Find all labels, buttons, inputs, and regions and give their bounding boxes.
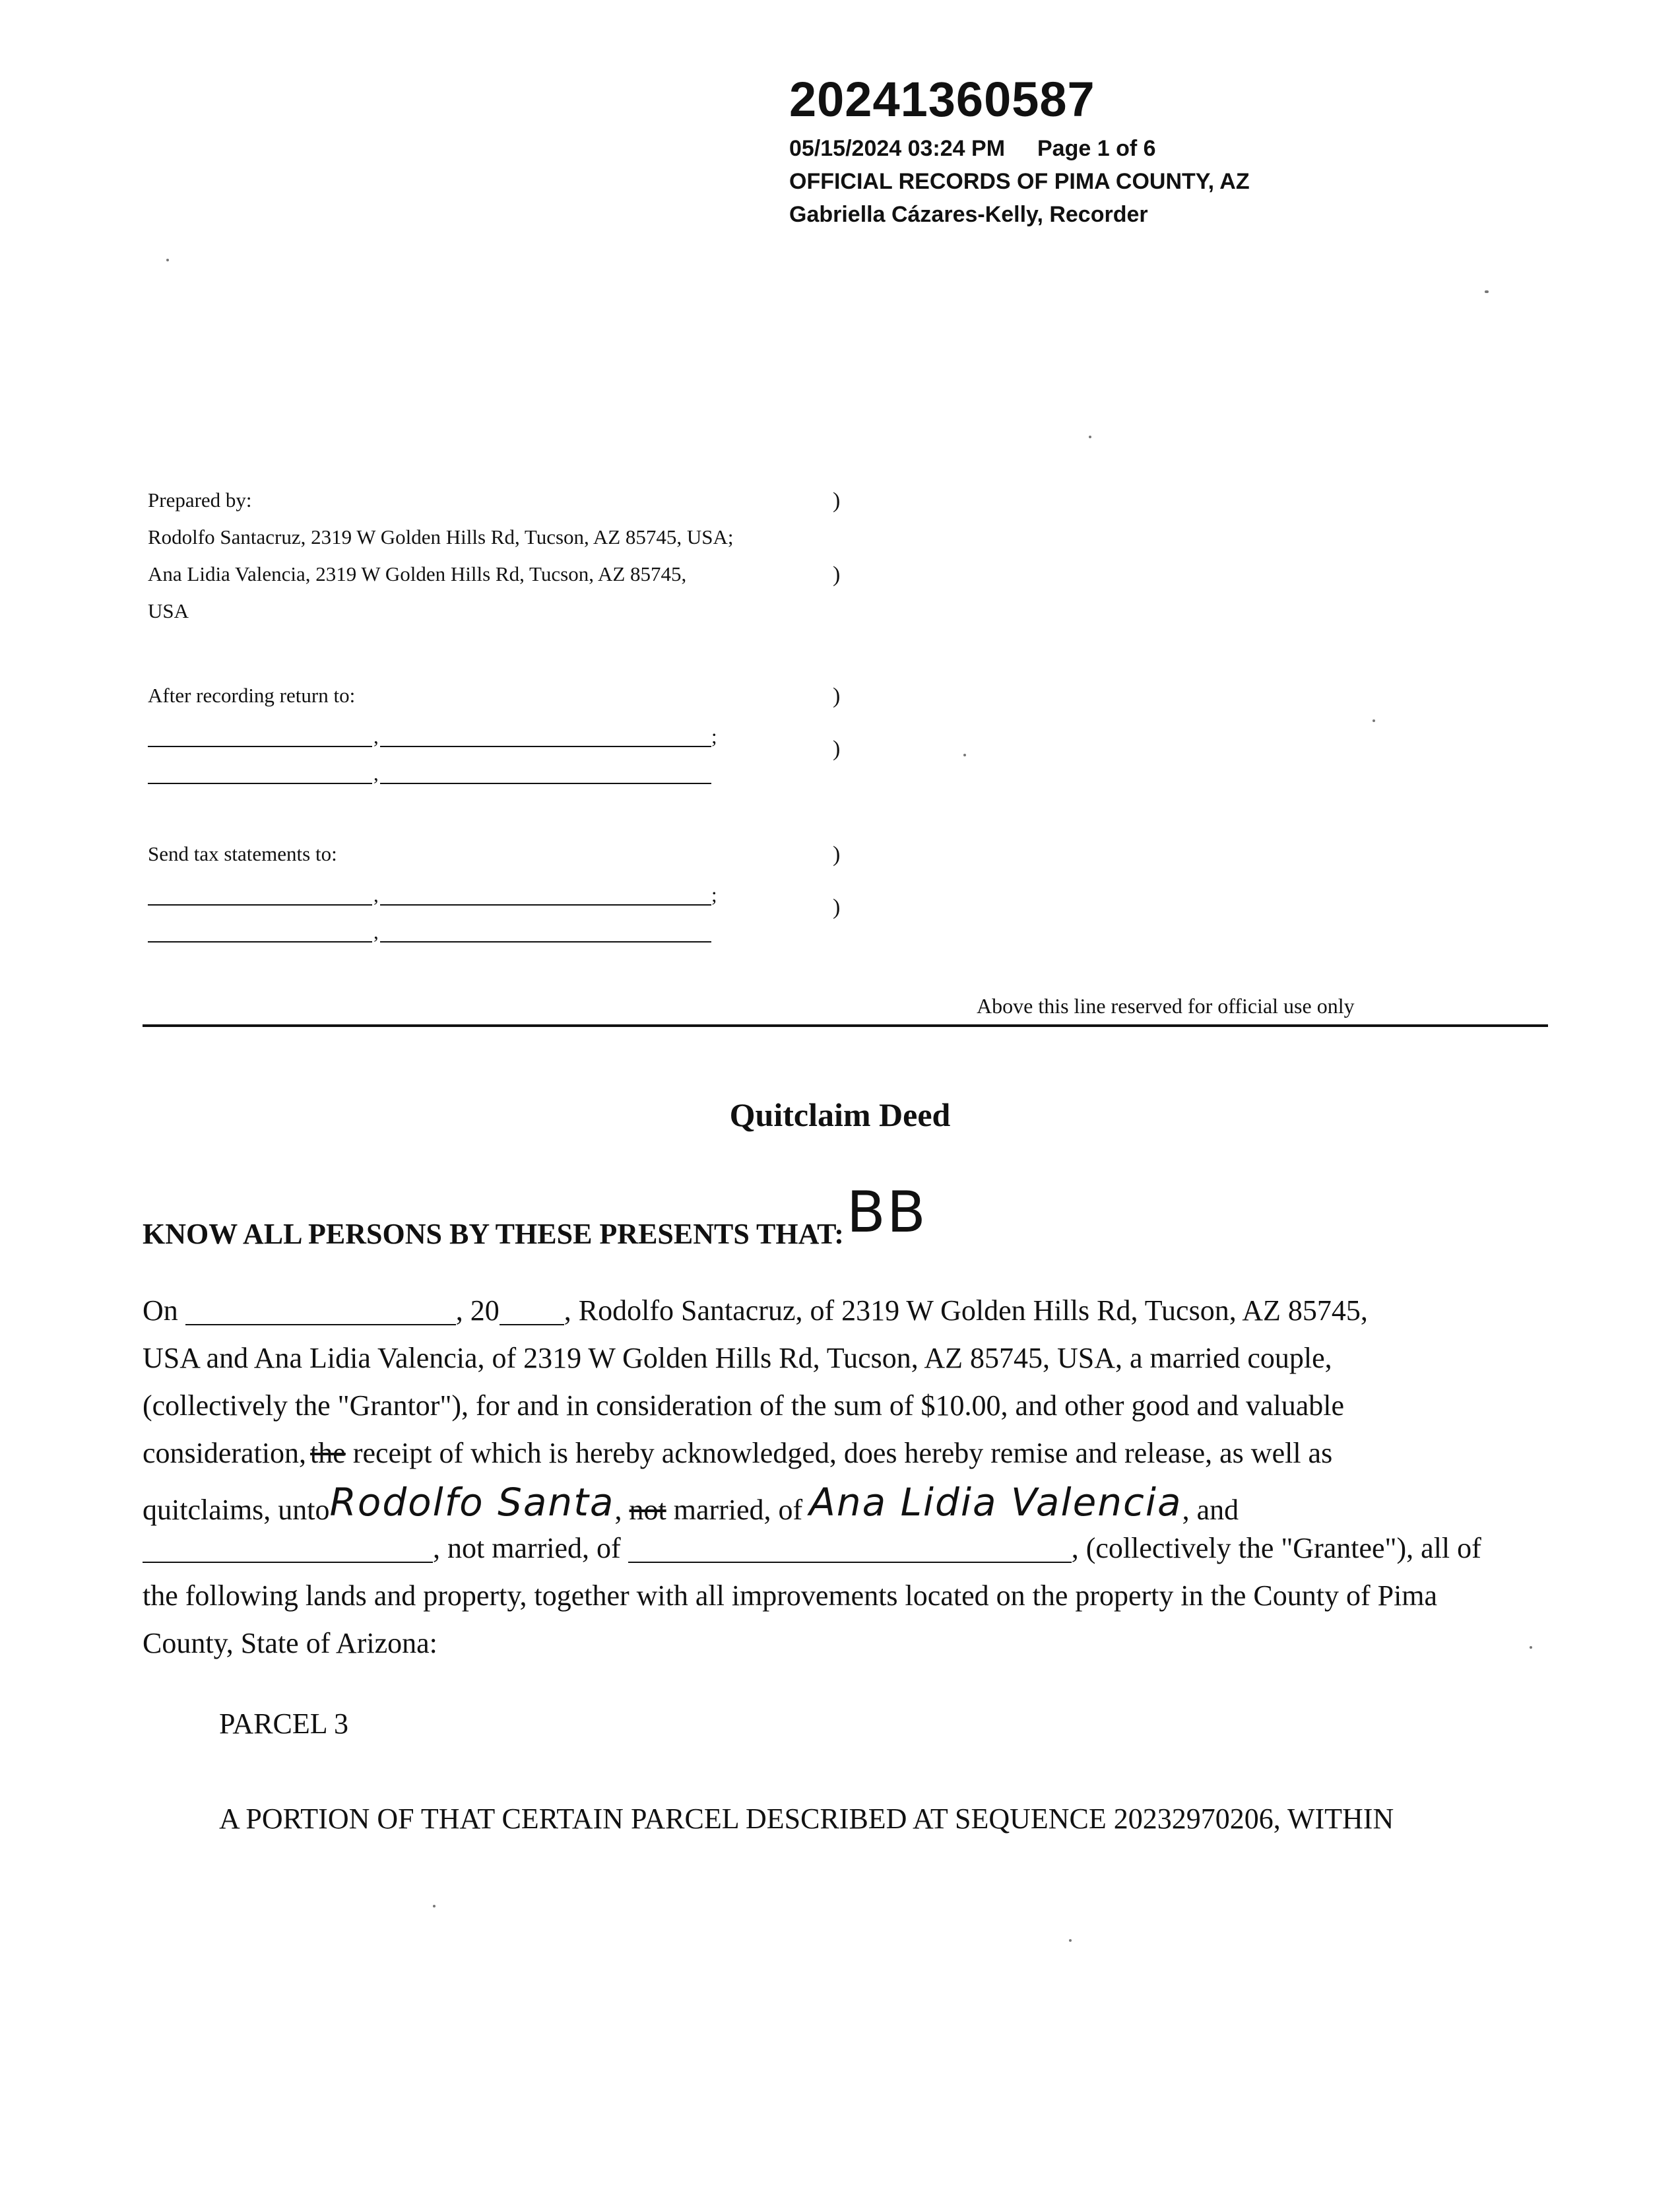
comma: , (373, 762, 379, 785)
receipt-text: receipt of which is hereby acknowledged, does hereby remise and release, as well as (352, 1437, 1333, 1469)
official-use-note: Above this line reserved for official use only (977, 994, 1355, 1018)
scan-speck (166, 259, 169, 261)
prepared-by-line-1: Rodolfo Santacruz, 2319 W Golden Hills Rd, Tucson, AZ 85745, USA; (148, 525, 734, 548)
year-blank[interactable] (500, 1324, 564, 1325)
scan-speck (1485, 290, 1489, 293)
scan-speck (1373, 719, 1375, 722)
grantee-text: , (collectively the "Grantee"), all of (1071, 1532, 1481, 1564)
recording-number: 20241360587 (789, 72, 1095, 127)
tax-statements-label: Send tax statements to: (148, 842, 337, 865)
handwritten-grantee-name: Rodolfo Santa (329, 1480, 615, 1525)
bracket-paren: ) (833, 488, 841, 513)
scan-speck (1089, 436, 1091, 438)
scan-speck (1069, 1939, 1072, 1942)
married-of-text: married, of (673, 1494, 803, 1526)
scan-speck (1530, 1646, 1532, 1649)
return-to-address-blank[interactable] (380, 783, 711, 784)
body-line-3: (collectively the "Grantor"), for and in consideration of the sum of $10.00, and other good and valuable (143, 1389, 1345, 1422)
grantee-1-name-field[interactable] (329, 1480, 615, 1529)
recording-recorder: Gabriella Cázares-Kelly, Recorder (789, 202, 1148, 227)
handwritten-initials: BB (846, 1179, 927, 1245)
body-line-5 (143, 1480, 1239, 1529)
recording-page-count: Page 1 of 6 (1037, 136, 1156, 161)
semicolon: ; (711, 883, 717, 906)
struck-word: the (310, 1437, 346, 1469)
comma: , (373, 725, 379, 748)
tax-address-blank[interactable] (380, 941, 711, 943)
quitclaims-text: quitclaims, unto (143, 1494, 330, 1526)
parcel-label: PARCEL 3 (219, 1707, 349, 1740)
grantee-1-address-field[interactable] (809, 1480, 1182, 1529)
document-title: Quitclaim Deed (729, 1096, 951, 1133)
year-prefix: , 20 (455, 1294, 500, 1327)
body-line-2: USA and Ana Lidia Valencia, of 2319 W Golden Hills Rd, Tucson, AZ 85745, USA, a married couple, (143, 1342, 1332, 1374)
parcel-description: A PORTION OF THAT CERTAIN PARCEL DESCRIBED AT SEQUENCE 20232970206, WITHIN (219, 1803, 1394, 1835)
and-text: , and (1182, 1494, 1239, 1526)
tax-address-blank[interactable] (380, 904, 711, 906)
return-to-label: After recording return to: (148, 684, 356, 707)
prepared-by-line-3: USA (148, 599, 189, 622)
bracket-paren: ) (833, 562, 841, 587)
tax-name-blank[interactable] (148, 904, 372, 906)
body-line-7: the following lands and property, together with all improvements located on the property in the County of Pima (143, 1579, 1438, 1612)
scan-speck (963, 754, 966, 756)
recording-datetime: 05/15/2024 03:24 PM (789, 136, 1006, 161)
date-blank[interactable] (185, 1324, 456, 1325)
grantor-text: , Rodolfo Santacruz, of 2319 W Golden Hills Rd, Tucson, AZ 85745, (564, 1294, 1368, 1327)
body-line-8: County, State of Arizona: (143, 1627, 437, 1659)
prepared-by-label: Prepared by: (148, 488, 252, 512)
prepared-by-line-2: Ana Lidia Valencia, 2319 W Golden Hills Rd, Tucson, AZ 85745, (148, 562, 687, 585)
consideration-word: consideration, (143, 1437, 307, 1469)
body-line-4 (143, 1436, 1332, 1470)
recording-office: OFFICIAL RECORDS OF PIMA COUNTY, AZ (789, 169, 1250, 194)
know-all-text: KNOW ALL PERSONS BY THESE PRESENTS THAT: (143, 1218, 844, 1250)
semicolon: ; (711, 725, 717, 748)
return-to-name-blank[interactable] (148, 783, 372, 784)
not-married-of-text: , not married, of (433, 1532, 621, 1564)
scan-speck (433, 1905, 436, 1907)
know-all-persons-heading (143, 1179, 927, 1257)
bracket-paren: ) (833, 895, 841, 919)
body-line-1 (143, 1294, 1368, 1327)
comma: , (614, 1494, 622, 1526)
bracket-paren: ) (833, 684, 841, 708)
grantee-2-name-blank[interactable] (143, 1562, 433, 1563)
struck-word: not (629, 1494, 666, 1526)
return-to-address-blank[interactable] (380, 746, 711, 747)
bracket-paren: ) (833, 842, 841, 867)
handwritten-grantee-address: Ana Lidia Valencia (809, 1480, 1182, 1525)
grantee-2-address-blank[interactable] (628, 1562, 1072, 1563)
comma: , (373, 920, 379, 943)
on-word: On (143, 1294, 178, 1327)
bracket-paren: ) (833, 737, 841, 761)
comma: , (373, 883, 379, 906)
tax-name-blank[interactable] (148, 941, 372, 943)
official-use-divider (143, 1024, 1548, 1027)
return-to-name-blank[interactable] (148, 746, 372, 747)
body-line-6 (143, 1531, 1481, 1565)
